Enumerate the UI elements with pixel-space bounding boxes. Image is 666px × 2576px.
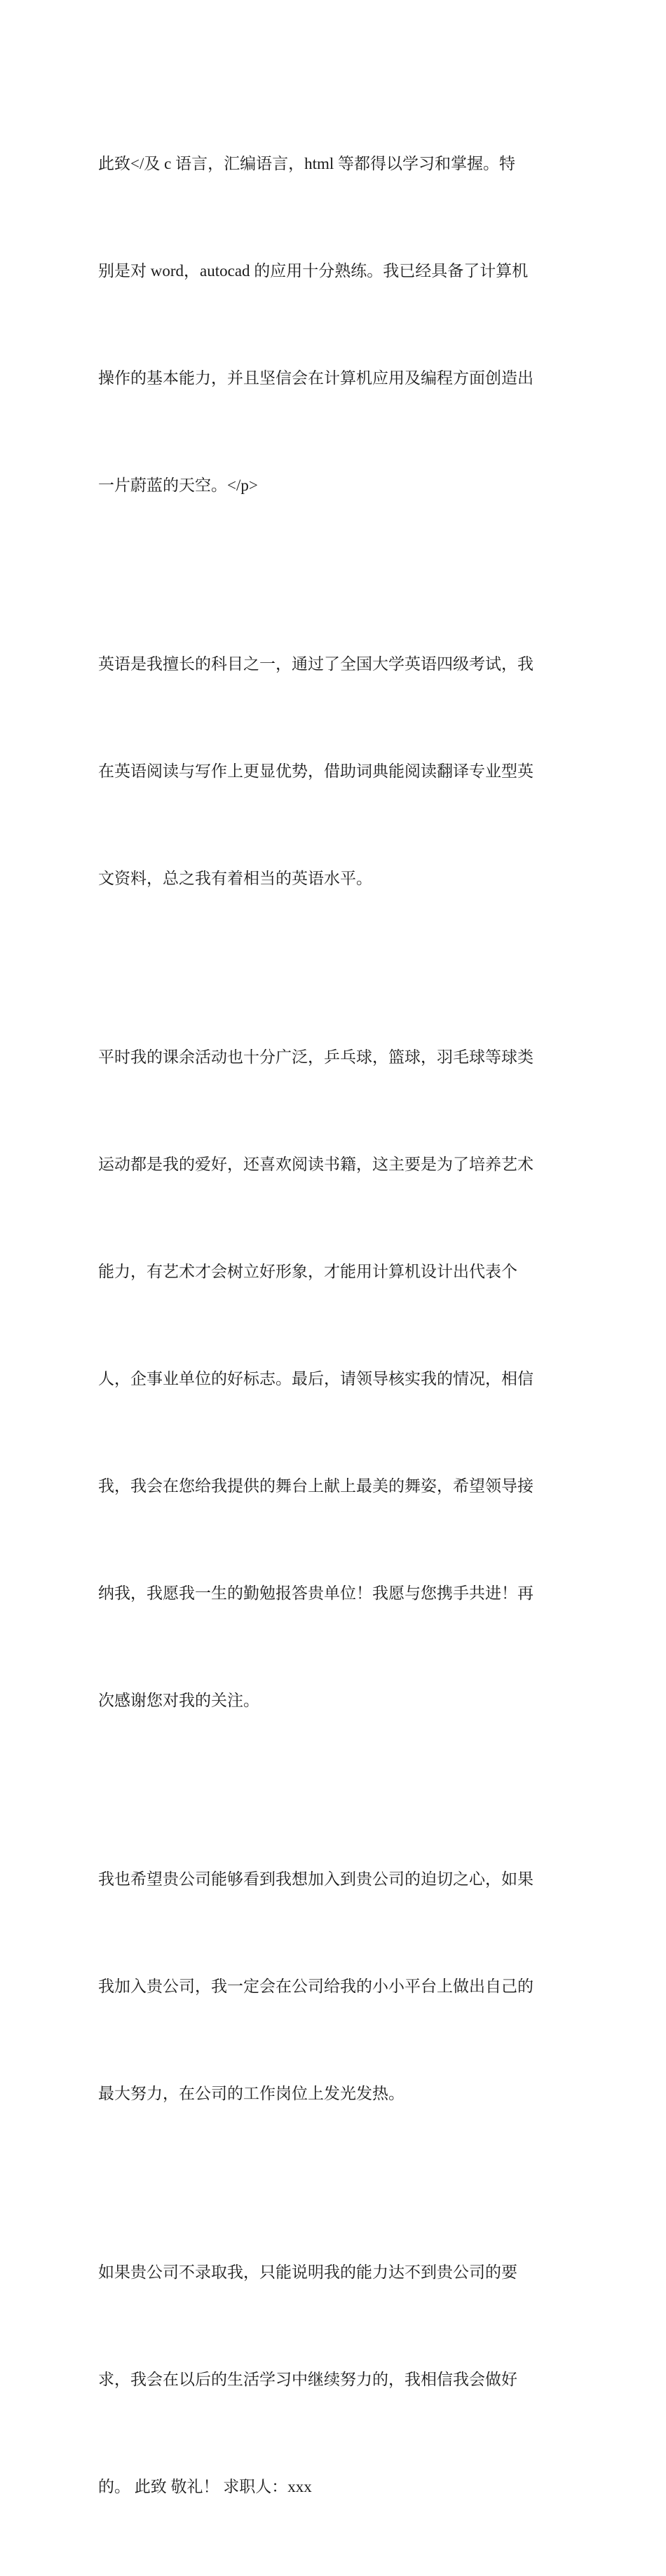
text-line: 的。 此致 敬礼！ 求职人：xxx xyxy=(98,2478,312,2495)
text-line: 求，我会在以后的生活学习中继续努力的，我相信我会做好 xyxy=(98,2371,517,2388)
text-line: 最大努力，在公司的工作岗位上发光发热。 xyxy=(98,2085,405,2102)
text-line: 如果贵公司不录取我，只能说明我的能力达不到贵公司的要 xyxy=(98,2263,517,2281)
text-line: 人，企事业单位的好标志。最后，请领导核实我的情况，相信 xyxy=(98,1370,534,1388)
text-line: 在英语阅读与写作上更显优势，借助词典能阅读翻译专业型英 xyxy=(98,762,534,780)
text-line: 我加入贵公司，我一定会在公司给我的小小平台上做出自己的 xyxy=(98,1978,534,1995)
text-line: 别是对 word，autocad 的应用十分熟练。我已经具备了计算机 xyxy=(98,262,529,280)
text-line: 运动都是我的爱好，还喜欢阅读书籍，这主要是为了培养艺术 xyxy=(98,1156,534,1173)
text-line: 操作的基本能力，并且坚信会在计算机应用及编程方面创造出 xyxy=(98,369,534,387)
text-line: 英语是我擅长的科目之一，通过了全国大学英语四级考试，我 xyxy=(98,655,534,673)
paragraph-hope xyxy=(98,1790,575,2183)
text-line: 能力，有艺术才会树立好形象，才能用计算机设计出代表个 xyxy=(98,1263,517,1280)
paragraph-computer-skills xyxy=(98,74,575,575)
text-line: 我，我会在您给我提供的舞台上献上最美的舞姿，希望领导接 xyxy=(98,1477,534,1495)
text-line: 一片蔚蓝的天空。</p> xyxy=(98,477,258,494)
text-line: 平时我的课余活动也十分广泛，乒乓球，篮球，羽毛球等球类 xyxy=(98,1048,534,1066)
text-line: 文资料，总之我有着相当的英语水平。 xyxy=(98,870,372,887)
text-line: 纳我，我愿我一生的勤勉报答贵单位！我愿与您携手共进！再 xyxy=(98,1584,534,1602)
paragraph-activities xyxy=(98,968,575,1790)
text-line: 我也希望贵公司能够看到我想加入到贵公司的迫切之心，如果 xyxy=(98,1870,534,1888)
text-line: 次感谢您对我的关注。 xyxy=(98,1692,259,1709)
document-body xyxy=(98,74,575,2576)
paragraph-closing xyxy=(98,2183,575,2576)
paragraph-english-skills xyxy=(98,575,575,968)
text-line: 此致</及 c 语言，汇编语言，html 等都得以学习和掌握。特 xyxy=(98,155,515,172)
